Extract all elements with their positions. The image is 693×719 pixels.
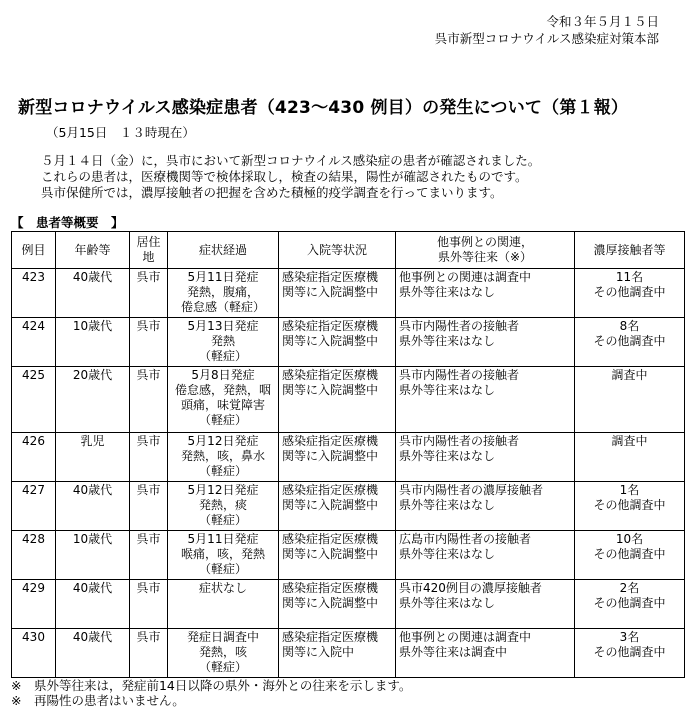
cell-case-number: 424 — [12, 318, 56, 367]
header-symptoms: 症状経過 — [168, 232, 279, 269]
section-title: 【 患者等概要 】 — [11, 215, 124, 230]
intro-line: ５月１４日（金）に，呉市において新型コロナウイルス感染症の患者が確認されました。 — [41, 153, 541, 168]
cell-hospitalization: 感染症指定医療機 関等に入院調整中 — [279, 269, 396, 318]
table-header-row — [12, 232, 685, 269]
cell-close-contacts: 8名 その他調査中 — [575, 318, 685, 367]
footnote: ※ 県外等往来は，発症前14日以降の県外・海外との往来を示します。 — [11, 678, 412, 693]
header-hospitalization: 入院等状況 — [279, 232, 396, 269]
table-row — [12, 482, 685, 531]
cell-case-number: 429 — [12, 580, 56, 629]
table-row — [12, 318, 685, 367]
cell-case-number: 430 — [12, 629, 56, 678]
footnote: ※ 再陽性の患者はいません。 — [11, 693, 185, 708]
cell-relation: 呉市内陽性者の接触者 県外等往来はなし — [396, 367, 575, 433]
cell-residence: 呉市 — [130, 367, 168, 433]
cell-close-contacts: 2名 その他調査中 — [575, 580, 685, 629]
table-row — [12, 269, 685, 318]
cell-symptoms: 症状なし — [168, 580, 279, 629]
cell-hospitalization: 感染症指定医療機 関等に入院調整中 — [279, 531, 396, 580]
cell-case-number: 426 — [12, 433, 56, 482]
header-relation: 他事例との関連， 県外等往来（※） — [396, 232, 575, 269]
cell-symptoms: 5月8日発症 倦怠感，発熱，咽 頭痛，味覚障害 （軽症） — [168, 367, 279, 433]
cell-relation: 呉市内陽性者の接触者 県外等往来はなし — [396, 433, 575, 482]
cell-residence: 呉市 — [130, 580, 168, 629]
cell-hospitalization: 感染症指定医療機 関等に入院中 — [279, 629, 396, 678]
cell-age: 40歳代 — [56, 269, 130, 318]
cell-residence: 呉市 — [130, 433, 168, 482]
cell-age: 乳児 — [56, 433, 130, 482]
cell-residence: 呉市 — [130, 629, 168, 678]
cell-symptoms: 5月12日発症 発熱，痰 （軽症） — [168, 482, 279, 531]
cell-relation: 呉市内陽性者の接触者 県外等往来はなし — [396, 318, 575, 367]
cell-hospitalization: 感染症指定医療機 関等に入院調整中 — [279, 482, 396, 531]
cell-age: 20歳代 — [56, 367, 130, 433]
issuing-organization: 呉市新型コロナウイルス感染症対策本部 — [434, 31, 659, 46]
table-row — [12, 531, 685, 580]
table-row — [12, 433, 685, 482]
table-row — [12, 367, 685, 433]
cell-hospitalization: 感染症指定医療機 関等に入院調整中 — [279, 318, 396, 367]
report-date: 令和３年５月１５日 — [546, 14, 659, 29]
cell-residence: 呉市 — [130, 531, 168, 580]
intro-line: 呉市保健所では，濃厚接触者の把握を含めた積極的疫学調査を行ってまいります。 — [41, 185, 503, 200]
cell-age: 40歳代 — [56, 629, 130, 678]
header-age: 年齢等 — [56, 232, 130, 269]
cell-relation: 広島市内陽性者の接触者 県外等往来はなし — [396, 531, 575, 580]
cell-hospitalization: 感染症指定医療機 関等に入院調整中 — [279, 433, 396, 482]
cell-age: 10歳代 — [56, 318, 130, 367]
cell-hospitalization: 感染症指定医療機 関等に入院調整中 — [279, 580, 396, 629]
cell-close-contacts: 3名 その他調査中 — [575, 629, 685, 678]
cell-symptoms: 5月11日発症 発熱，腹痛， 倦怠感（軽症） — [168, 269, 279, 318]
cell-relation: 他事例との関連は調査中 県外等往来はなし — [396, 269, 575, 318]
table-row — [12, 629, 685, 678]
cell-case-number: 428 — [12, 531, 56, 580]
cell-close-contacts: 10名 その他調査中 — [575, 531, 685, 580]
intro-line: これらの患者は，医療機関等で検体採取し，検査の結果，陽性が確認されたものです。 — [41, 169, 528, 184]
header-block — [435, 13, 659, 47]
cell-relation: 呉市420例目の濃厚接触者 県外等往来はなし — [396, 580, 575, 629]
cell-residence: 呉市 — [130, 269, 168, 318]
cell-case-number: 427 — [12, 482, 56, 531]
cell-close-contacts: 11名 その他調査中 — [575, 269, 685, 318]
intro-text — [41, 153, 540, 201]
cell-residence: 呉市 — [130, 318, 168, 367]
cell-symptoms: 5月12日発症 発熱，咳，鼻水 （軽症） — [168, 433, 279, 482]
cell-age: 40歳代 — [56, 482, 130, 531]
header-close-contacts: 濃厚接触者等 — [575, 232, 685, 269]
cell-close-contacts: 調査中 — [575, 433, 685, 482]
cell-symptoms: 5月13日発症 発熱 （軽症） — [168, 318, 279, 367]
cell-symptoms: 5月11日発症 喉痛，咳，発熱 （軽症） — [168, 531, 279, 580]
cell-relation: 他事例との関連は調査中 県外等往来は調査中 — [396, 629, 575, 678]
cell-relation: 呉市内陽性者の濃厚接触者 県外等往来はなし — [396, 482, 575, 531]
footnotes — [11, 678, 411, 708]
cell-close-contacts: 1名 その他調査中 — [575, 482, 685, 531]
patient-table — [11, 231, 685, 678]
as-of-time: （5月15日 １３時現在） — [46, 125, 195, 140]
header-residence: 居住 地 — [130, 232, 168, 269]
cell-case-number: 425 — [12, 367, 56, 433]
cell-hospitalization: 感染症指定医療機 関等に入院調整中 — [279, 367, 396, 433]
cell-age: 10歳代 — [56, 531, 130, 580]
cell-case-number: 423 — [12, 269, 56, 318]
page-title: 新型コロナウイルス感染症患者（423〜430 例目）の発生について（第１報） — [18, 98, 629, 118]
cell-age: 40歳代 — [56, 580, 130, 629]
cell-residence: 呉市 — [130, 482, 168, 531]
table-row — [12, 580, 685, 629]
cell-close-contacts: 調査中 — [575, 367, 685, 433]
header-case-number: 例目 — [12, 232, 56, 269]
cell-symptoms: 発症日調査中 発熱，咳 （軽症） — [168, 629, 279, 678]
